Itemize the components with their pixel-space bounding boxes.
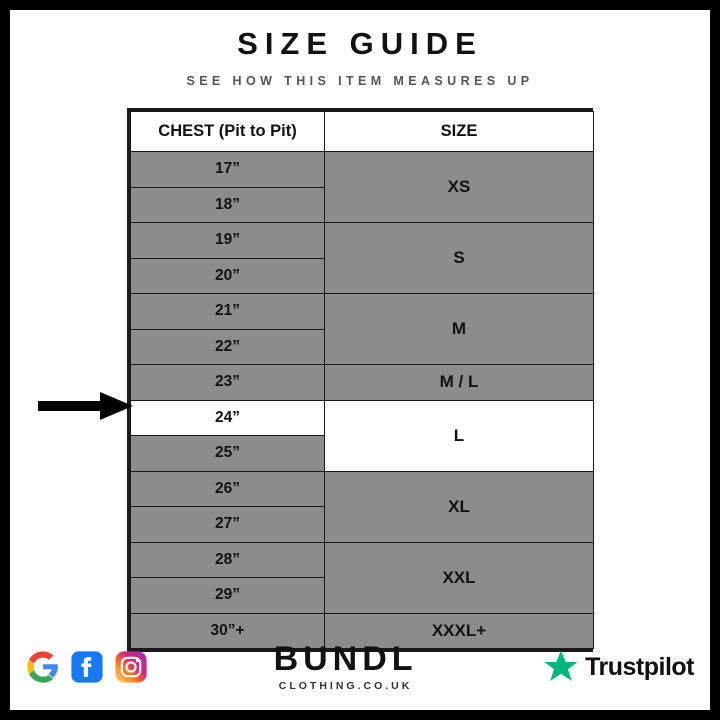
table-header-row [131, 112, 594, 152]
cell-size: S [325, 223, 594, 294]
column-header-chest: CHEST (Pit to Pit) [131, 112, 325, 152]
google-icon[interactable] [26, 650, 60, 684]
size-guide-table-wrapper [127, 108, 593, 652]
brand-website: CLOTHING.CO.UK [278, 680, 413, 692]
table-row [131, 365, 594, 401]
selected-size-arrow-icon [38, 391, 134, 421]
table-body [131, 152, 594, 649]
cell-size: M [325, 294, 594, 365]
trustpilot-star-icon [543, 649, 579, 685]
page-title: SIZE GUIDE [237, 26, 483, 61]
cell-size: XXXL+ [325, 613, 594, 649]
table-row [131, 294, 594, 330]
cell-size: XL [325, 471, 594, 542]
instagram-icon[interactable] [114, 650, 148, 684]
cell-chest: 29” [131, 578, 325, 614]
cell-chest: 17” [131, 152, 325, 188]
cell-chest: 18” [131, 187, 325, 223]
cell-chest: 19” [131, 223, 325, 259]
trustpilot-badge[interactable] [543, 649, 694, 685]
cell-size: XS [325, 152, 594, 223]
cell-size: M / L [325, 365, 594, 401]
cell-chest: 27” [131, 507, 325, 543]
table-row [131, 400, 594, 436]
cell-chest: 22” [131, 329, 325, 365]
cell-chest: 30”+ [131, 613, 325, 649]
table-row [131, 471, 594, 507]
cell-chest: 28” [131, 542, 325, 578]
cell-chest: 26” [131, 471, 325, 507]
facebook-icon[interactable] [70, 650, 104, 684]
table-row [131, 152, 594, 188]
social-links [26, 650, 148, 684]
cell-chest: 21” [131, 294, 325, 330]
cell-chest: 23” [131, 365, 325, 401]
trustpilot-label: Trustpilot [585, 652, 694, 681]
table-row [131, 542, 594, 578]
page-subtitle: SEE HOW THIS ITEM MEASURES UP [186, 74, 534, 88]
size-guide-table [130, 111, 594, 649]
table-row [131, 223, 594, 259]
cell-size: L [325, 400, 594, 471]
cell-chest: 20” [131, 258, 325, 294]
brand-name: BUNDL [273, 640, 418, 678]
table-header [131, 112, 594, 152]
column-header-size: SIZE [325, 112, 594, 152]
brand-logo [274, 642, 418, 692]
cell-chest: 25” [131, 436, 325, 472]
cell-size: XXL [325, 542, 594, 613]
cell-chest: 24” [131, 400, 325, 436]
footer [10, 636, 710, 698]
size-guide-card [10, 10, 710, 710]
